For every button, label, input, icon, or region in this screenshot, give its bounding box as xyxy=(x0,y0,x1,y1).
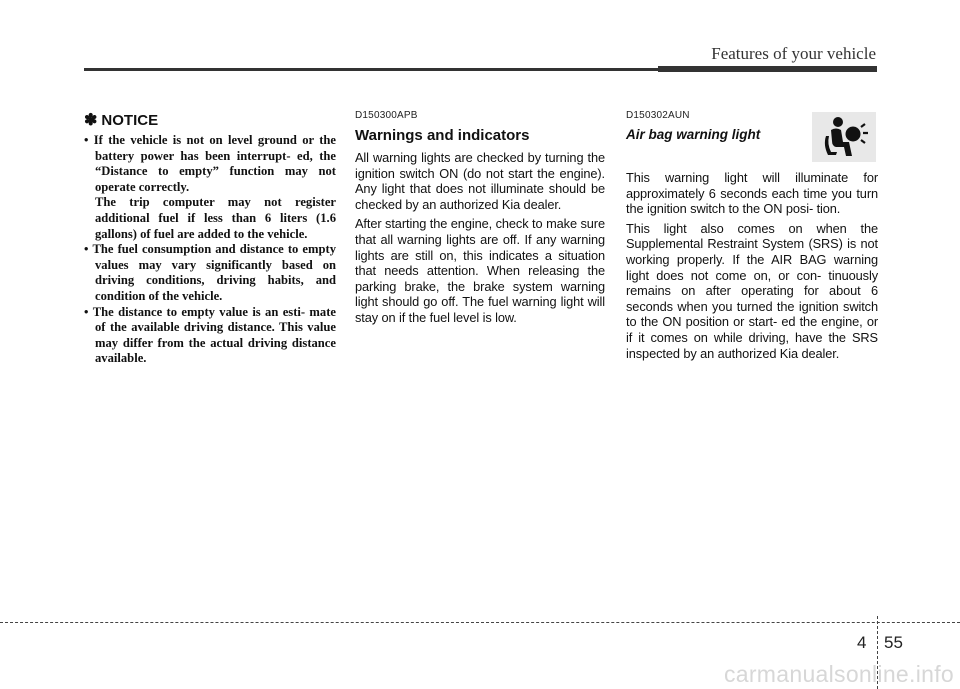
section-title: Warnings and indicators xyxy=(355,127,530,144)
notice-item: • The distance to empty value is an esti- mate of the available driving distance. This value may differ from the actual driving distance available. xyxy=(84,304,336,366)
watermark: carmanualsonline.info xyxy=(723,661,954,687)
paragraph: This warning light will illuminate for approximately 6 seconds each time you turn the ignition switch to the ON posi- tion. xyxy=(626,170,878,217)
notice-item: • The fuel consumption and distance to empty values may vary significantly based on driving conditions, driving habits, and condition of the vehicle. xyxy=(84,242,337,303)
notice-item-text: If the vehicle is not on level ground or the battery power has been interrupt- ed, the “Distance to empty” function may not operate correctly. xyxy=(93,133,336,194)
notice-column xyxy=(84,110,336,367)
notice-list xyxy=(84,133,336,367)
notice-heading-text: NOTICE xyxy=(101,111,159,129)
notice-item-text: The fuel consumption and distance to empty values may vary significantly based on driving conditions, driving habits, and condition of the vehicle. xyxy=(92,242,337,303)
header-title: Features of your vehicle xyxy=(711,44,876,63)
page-number: 55 xyxy=(884,633,903,652)
section-code: D150300APB xyxy=(355,110,418,121)
section-title: Air bag warning light xyxy=(626,127,761,142)
section-code: D150302AUN xyxy=(626,110,690,121)
airbag-warning-icon xyxy=(812,112,876,162)
paragraph: After starting the engine, check to make sure that all warning lights are off. If any warning lights are still on, this indicates a situation that needs attention. When releasing the parking brake, the brake system warning light should go off. The fuel warning light will stay on if the fuel level is low. xyxy=(355,216,605,325)
header-rule-accent xyxy=(658,66,877,72)
paragraph: All warning lights are checked by turning the ignition switch ON (do not start the engine). Any light that does not illuminate should be checked by an authorized Kia dealer. xyxy=(355,150,605,212)
notice-star-icon: ✽ xyxy=(84,112,98,129)
notice-item-text: The distance to empty value is an esti- mate of the available driving distance. This value may differ from the actual driving distance available. xyxy=(92,304,336,366)
footer-rule xyxy=(0,622,960,623)
paragraph: This light also comes on when the Supplemental Restraint System (SRS) is not working properly. If the AIR BAG warning light does not come on, or con- tinuously remains on after operating for about 6 seconds when you turned the ignition switch to the ON position or start- ed the engine, or if it comes on while driving, have the SRS inspected by an authorized Kia dealer. xyxy=(626,220,878,361)
notice-item-text-continued: The trip computer may not register additional fuel if less than 6 liters (1.6 gallons) of fuel are added to the vehicle. xyxy=(95,195,336,241)
notice-item: • If the vehicle is not on level ground or the battery power has been interrupt- ed, the “Distance to empty” function may not operate correctly. The trip computer may not register additional fuel if less than 6 liters (1.6 gallons) of fuel are added to the vehicle. xyxy=(84,133,336,241)
warnings-column xyxy=(355,110,605,330)
notice-heading xyxy=(84,110,336,130)
chapter-number: 4 xyxy=(857,633,867,652)
